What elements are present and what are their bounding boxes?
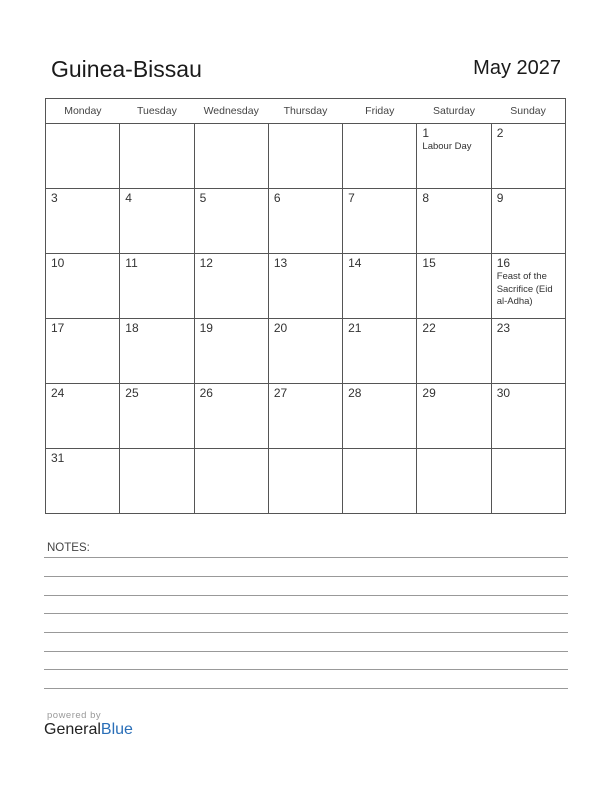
weekday-header: Friday <box>343 99 417 124</box>
day-cell <box>343 124 417 189</box>
day-number: 15 <box>422 256 436 270</box>
day-number: 20 <box>273 321 288 335</box>
day-cell <box>46 319 120 384</box>
day-cell <box>417 384 491 449</box>
notes-line <box>44 651 568 652</box>
day-cell <box>120 319 194 384</box>
notes-line <box>44 669 568 670</box>
day-number: 11 <box>125 256 138 270</box>
week-row <box>46 319 566 384</box>
day-number: 9 <box>496 191 504 205</box>
notes-line <box>44 613 568 614</box>
day-number: 5 <box>199 191 207 205</box>
holiday-event: Labour Day <box>422 141 472 152</box>
day-cell <box>194 254 268 319</box>
day-cell <box>268 189 342 254</box>
day-cell <box>417 124 491 189</box>
day-cell <box>194 124 268 189</box>
day-cell <box>120 124 194 189</box>
notes-line <box>44 632 568 633</box>
day-number: 16 <box>496 256 511 270</box>
weekday-header: Tuesday <box>120 99 194 124</box>
calendar-grid <box>45 98 566 514</box>
week-row <box>46 254 566 319</box>
day-cell <box>120 384 194 449</box>
powered-by-text: powered by <box>47 710 102 721</box>
day-cell <box>417 319 491 384</box>
day-number: 7 <box>348 191 355 205</box>
day-cell <box>46 124 120 189</box>
day-number: 27 <box>273 386 288 400</box>
day-number: 6 <box>273 191 281 205</box>
day-cell <box>343 189 417 254</box>
day-cell <box>268 319 342 384</box>
week-row <box>46 449 566 514</box>
day-number: 26 <box>199 386 213 400</box>
notes-line <box>44 688 568 689</box>
day-number: 30 <box>496 386 511 400</box>
day-number: 25 <box>125 386 139 400</box>
day-cell <box>417 254 491 319</box>
day-cell <box>194 319 268 384</box>
notes-line <box>44 595 568 596</box>
day-number: 4 <box>125 191 132 205</box>
day-number: 21 <box>348 321 362 335</box>
weekday-header: Thursday <box>268 99 342 124</box>
brand-logo-general: General <box>44 721 101 738</box>
day-cell <box>46 384 120 449</box>
day-cell <box>120 254 194 319</box>
day-cell <box>194 449 268 514</box>
day-number: 1 <box>422 126 430 140</box>
day-number: 29 <box>422 386 436 400</box>
day-number: 3 <box>51 191 58 205</box>
weekday-header: Saturday <box>417 99 491 124</box>
week-row <box>46 124 566 189</box>
day-cell <box>268 384 342 449</box>
day-cell <box>268 449 342 514</box>
day-number: 2 <box>496 126 504 140</box>
day-cell <box>194 189 268 254</box>
day-cell <box>491 449 565 514</box>
day-number: 14 <box>348 256 362 270</box>
weekday-header: Wednesday <box>194 99 268 124</box>
country-title: Guinea-Bissau <box>51 56 202 82</box>
day-number: 23 <box>496 321 511 335</box>
day-cell <box>417 449 491 514</box>
day-cell <box>491 189 565 254</box>
day-cell <box>343 449 417 514</box>
brand-logo-blue: Blue <box>100 721 133 738</box>
week-row <box>46 189 566 254</box>
day-number: 19 <box>199 321 213 335</box>
day-cell <box>417 189 491 254</box>
day-number: 22 <box>422 321 436 335</box>
weekday-header: Sunday <box>491 99 565 124</box>
day-number: 10 <box>51 256 65 270</box>
notes-line <box>44 576 568 577</box>
weekday-header-row <box>46 99 566 124</box>
weekday-header: Monday <box>46 99 120 124</box>
day-cell <box>46 449 120 514</box>
day-cell <box>194 384 268 449</box>
notes-label: NOTES: <box>47 542 90 554</box>
day-number: 8 <box>422 191 430 205</box>
day-number: 13 <box>273 256 288 270</box>
day-cell <box>343 384 417 449</box>
notes-line <box>44 557 568 558</box>
day-cell <box>491 384 565 449</box>
day-cell <box>46 189 120 254</box>
day-cell <box>46 254 120 319</box>
day-cell <box>343 254 417 319</box>
day-number: 12 <box>199 256 213 270</box>
week-row <box>46 384 566 449</box>
day-number: 17 <box>51 321 65 335</box>
day-number: 24 <box>51 386 65 400</box>
day-cell <box>120 449 194 514</box>
day-number: 28 <box>348 386 362 400</box>
day-number: 18 <box>125 321 139 335</box>
day-cell <box>120 189 194 254</box>
day-cell <box>343 319 417 384</box>
brand-logo <box>44 721 133 739</box>
month-year-title: May 2027 <box>473 57 561 79</box>
holiday-event: Feast of the Sacrifice (Eid al-Adha) <box>496 271 553 307</box>
day-cell <box>491 319 565 384</box>
day-cell <box>268 124 342 189</box>
day-number: 31 <box>51 451 65 465</box>
day-cell <box>491 254 565 319</box>
day-cell <box>268 254 342 319</box>
day-cell <box>491 124 565 189</box>
